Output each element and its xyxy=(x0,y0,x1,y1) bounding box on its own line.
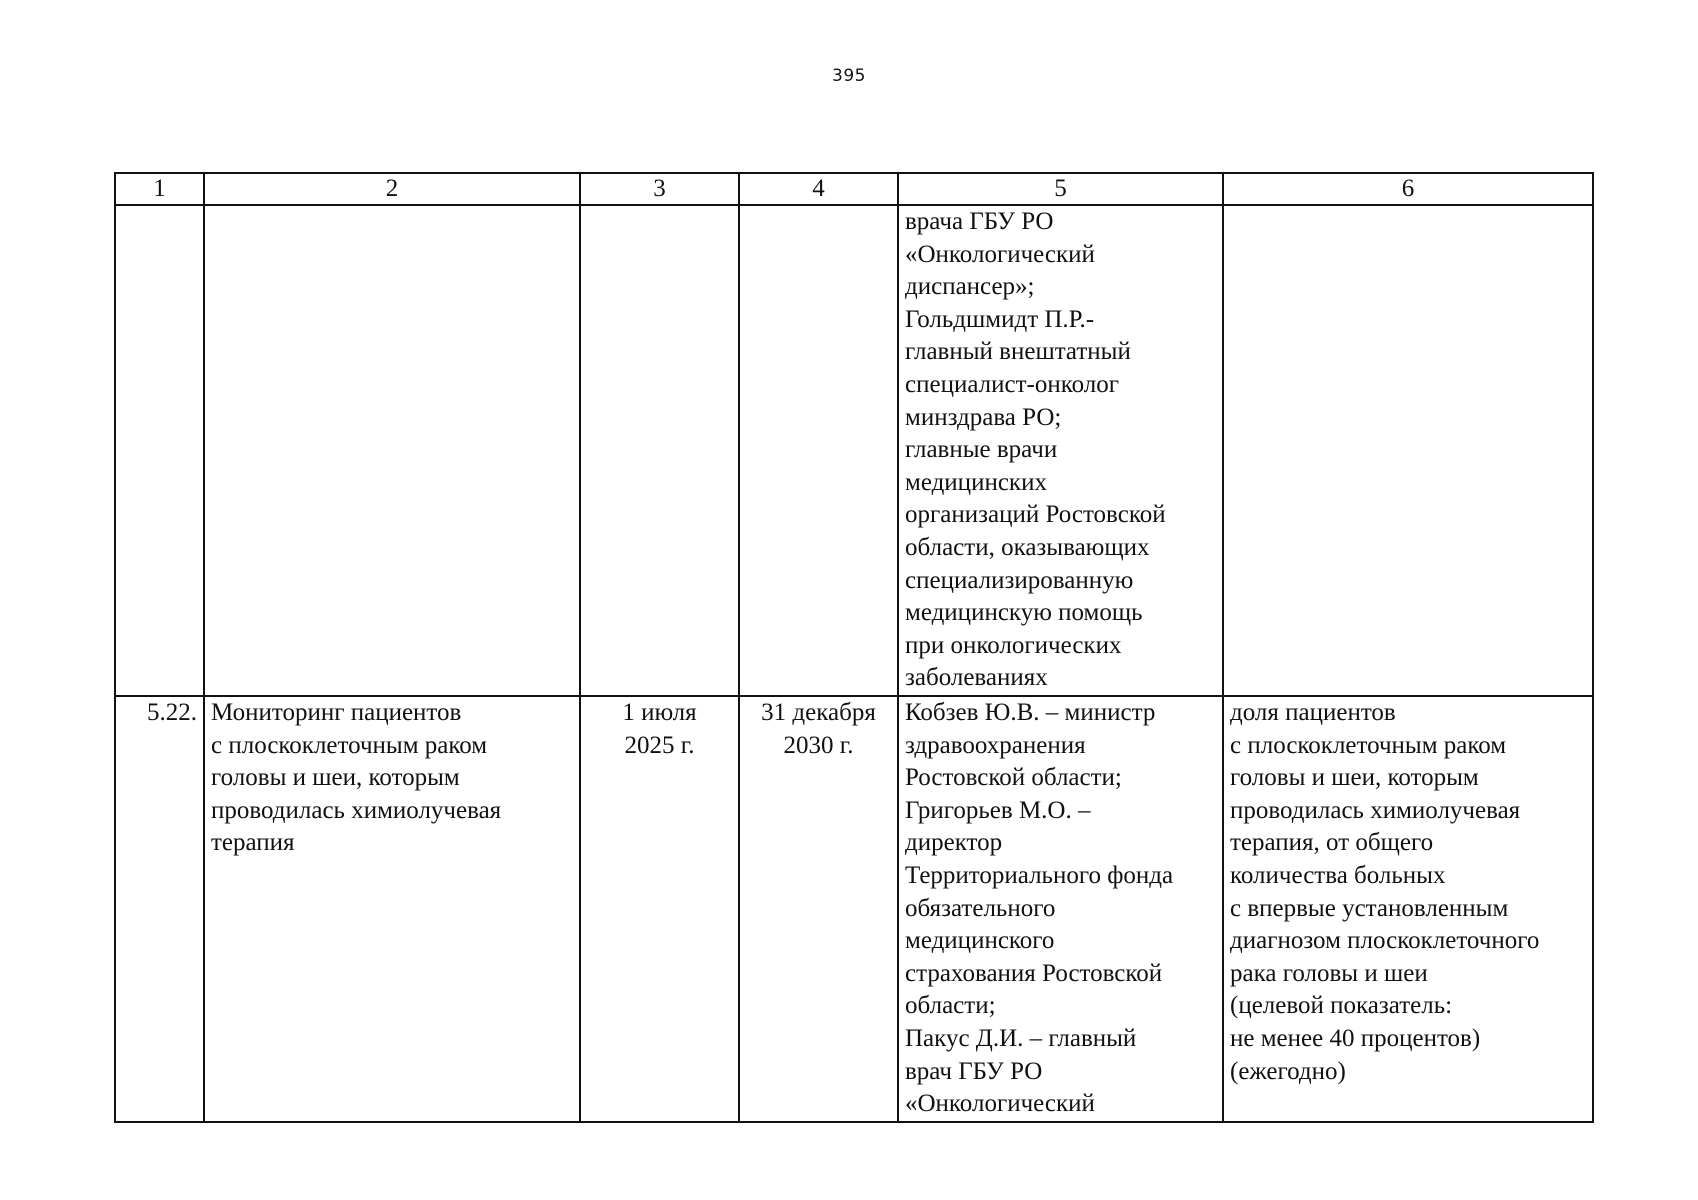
cell-number: 5.22. xyxy=(115,696,204,1122)
column-header-2: 2 xyxy=(204,173,580,205)
column-header-4: 4 xyxy=(739,173,898,205)
cell-activity xyxy=(204,205,580,696)
cell-activity: Мониторинг пациентов с плоскоклеточным раком головы и шеи, которым проводилась химиолучевая терапия xyxy=(204,696,580,1122)
cell-end-date xyxy=(739,205,898,696)
table-header-row xyxy=(115,173,1593,205)
table-row xyxy=(115,696,1593,1122)
page-number: 395 xyxy=(832,66,866,86)
plan-table xyxy=(114,172,1594,1123)
cell-end-date: 31 декабря 2030 г. xyxy=(739,696,898,1122)
table-row xyxy=(115,205,1593,696)
column-header-1: 1 xyxy=(115,173,204,205)
cell-start-date xyxy=(580,205,739,696)
cell-result: доля пациентов с плоскоклеточным раком головы и шеи, которым проводилась химиолучевая терапия, от общего количества больных с впервые установленным диагнозом плоскоклеточного рака головы и шеи (целевой показатель: не менее 40 процентов) (ежегодно) xyxy=(1223,696,1593,1122)
column-header-5: 5 xyxy=(898,173,1223,205)
column-header-6: 6 xyxy=(1223,173,1593,205)
cell-responsible: Кобзев Ю.В. – министр здравоохранения Ростовской области; Григорьев М.О. – директор Территориального фонда обязательного медицинского страхования Ростовской области; Пакус Д.И. – главный врач ГБУ РО «Онкологический xyxy=(898,696,1223,1122)
cell-start-date: 1 июля 2025 г. xyxy=(580,696,739,1122)
cell-number xyxy=(115,205,204,696)
cell-responsible: врача ГБУ РО «Онкологический диспансер»; Гольдшмидт П.Р.- главный внештатный специалист-онколог минздрава РО; главные врачи медицинских организаций Ростовской области, оказывающих специализированную медицинскую помощь при онкологических заболеваниях xyxy=(898,205,1223,696)
column-header-3: 3 xyxy=(580,173,739,205)
cell-result xyxy=(1223,205,1593,696)
